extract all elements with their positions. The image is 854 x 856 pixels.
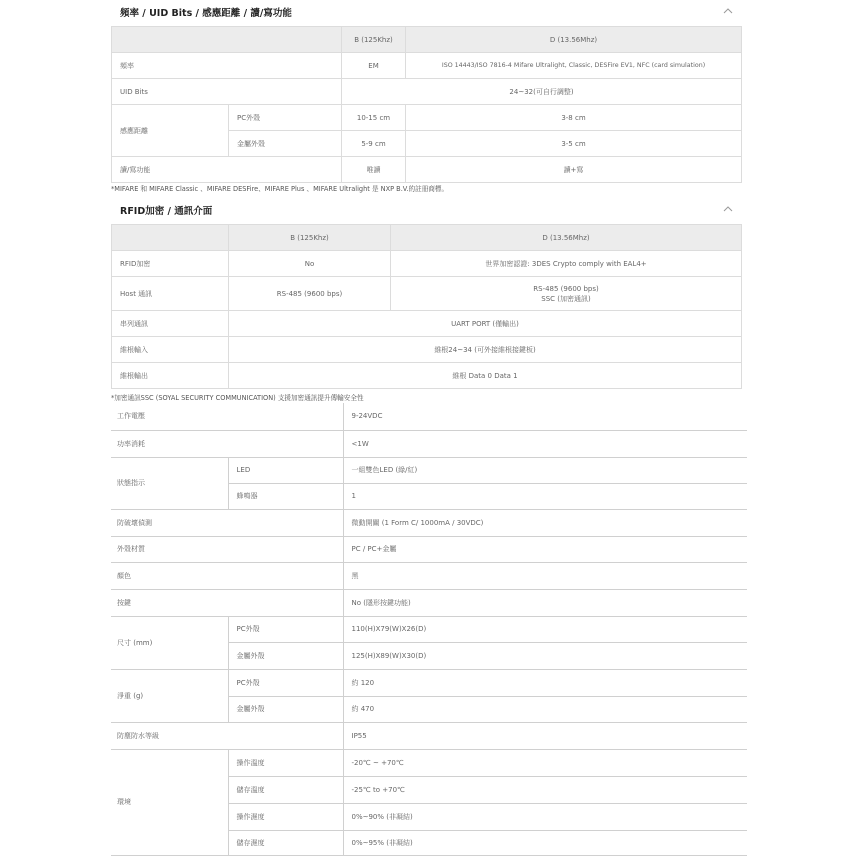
section-title-rfid: RFID加密 / 通訊介面 <box>120 206 213 217</box>
spec-label-power: 功率消耗 <box>111 430 343 457</box>
spec-value-buzzer: 1 <box>343 483 747 509</box>
section-header-rfid[interactable] <box>120 203 740 221</box>
row-label-host: Host 通訊 <box>112 277 229 311</box>
frequency-d: ISO 14443/ISO 7816-4 Mifare Ultralight, Classic, DESFire EV1, NFC (card simulation) <box>406 53 742 79</box>
spec-value-material: PC / PC+金屬 <box>343 536 747 562</box>
chevron-up-icon[interactable] <box>722 204 734 214</box>
rfid-b: No <box>229 251 391 277</box>
host-b: RS-485 (9600 bps) <box>229 277 391 311</box>
range-pc-b: 10-15 cm <box>342 105 406 131</box>
spec-sub-st-hum: 儲存濕度 <box>228 830 343 855</box>
spec-sub-size-metal: 金屬外殼 <box>228 642 343 669</box>
spec-value-size-metal: 125(H)X89(W)X30(D) <box>343 642 747 669</box>
col-header-b: B (125Khz) <box>342 27 406 53</box>
row-label-uid: UID Bits <box>112 79 342 105</box>
rfid-table <box>111 224 742 389</box>
col-header-d: D (13.56Mhz) <box>406 27 742 53</box>
range-pc-d: 3-8 cm <box>406 105 742 131</box>
row-label-wiegand-out: 維根輸出 <box>112 363 229 389</box>
spec-value-keys: No (隱形按鍵功能) <box>343 589 747 616</box>
spec-label-keys: 按鍵 <box>111 589 343 616</box>
rw-b: 唯讀 <box>342 157 406 183</box>
col-header-b: B (125Khz) <box>229 225 391 251</box>
range-pc-label: PC外殼 <box>229 105 342 131</box>
spec-label-color: 顏色 <box>111 562 343 589</box>
rw-d: 讀+寫 <box>406 157 742 183</box>
section-header-frequency[interactable] <box>120 5 740 23</box>
row-label-wiegand-in: 維根輸入 <box>112 337 229 363</box>
spec-label-env: 環境 <box>111 749 228 855</box>
frequency-b: EM <box>342 53 406 79</box>
range-metal-b: 5-9 cm <box>342 131 406 157</box>
spec-value-weight-metal: 約 470 <box>343 696 747 722</box>
spec-label-tamper: 防破壞偵測 <box>111 509 343 536</box>
wiegand-out-value: 維根 Data 0 Data 1 <box>229 363 742 389</box>
serial-value: UART PORT (僅輸出) <box>229 311 742 337</box>
section-title-frequency: 頻率 / UID Bits / 感應距離 / 讀/寫功能 <box>120 8 292 19</box>
row-label-frequency: 頻率 <box>112 53 342 79</box>
row-label-serial: 串列通訊 <box>112 311 229 337</box>
host-d-line2: SSC (加密通訊) <box>541 294 591 303</box>
spec-label-material: 外殼材質 <box>111 536 343 562</box>
spec-value-op-hum: 0%~90% (非凝結) <box>343 803 747 830</box>
frequency-table <box>111 26 742 183</box>
spec-label-voltage: 工作電壓 <box>111 403 343 430</box>
ssc-note: *加密通訊SSC (SOYAL SECURITY COMMUNICATION) 支援加密通訊提升傳輸安全性 <box>111 394 364 402</box>
host-d <box>391 277 742 311</box>
spec-sub-weight-metal: 金屬外殼 <box>228 696 343 722</box>
wiegand-in-value: 維根24~34 (可外接維根接鍵板) <box>229 337 742 363</box>
spec-sub-buzzer: 蜂鳴器 <box>228 483 343 509</box>
chevron-up-icon[interactable] <box>722 6 734 16</box>
uid-value: 24~32(可自行調整) <box>342 79 742 105</box>
spec-sub-st-temp: 儲存溫度 <box>228 776 343 803</box>
header-empty-cell <box>112 27 342 53</box>
spec-value-size-pc: 110(H)X79(W)X26(D) <box>343 616 747 642</box>
spec-label-status: 狀態指示 <box>111 457 228 509</box>
spec-value-led: 一組雙色LED (綠/紅) <box>343 457 747 483</box>
row-label-rw: 讀/寫功能 <box>112 157 342 183</box>
spec-value-power: <1W <box>343 430 747 457</box>
spec-sub-weight-pc: PC外殼 <box>228 669 343 696</box>
header-empty-cell <box>112 225 229 251</box>
range-metal-d: 3-5 cm <box>406 131 742 157</box>
spec-label-weight: 淨重 (g) <box>111 669 228 722</box>
spec-sub-size-pc: PC外殼 <box>228 616 343 642</box>
spec-sub-led: LED <box>228 457 343 483</box>
spec-value-st-temp: -25℃ to +70℃ <box>343 776 747 803</box>
spec-value-voltage: 9-24VDC <box>343 403 747 430</box>
spec-value-color: 黑 <box>343 562 747 589</box>
spec-table <box>111 403 747 856</box>
spec-label-ip: 防塵防水等級 <box>111 722 343 749</box>
spec-value-weight-pc: 約 120 <box>343 669 747 696</box>
spec-sub-op-temp: 操作溫度 <box>228 749 343 776</box>
spec-value-ip: IP55 <box>343 722 747 749</box>
spec-value-op-temp: -20℃ ~ +70℃ <box>343 749 747 776</box>
host-d-line1: RS-485 (9600 bps) <box>533 284 599 293</box>
col-header-d: D (13.56Mhz) <box>391 225 742 251</box>
spec-value-tamper: 微動開關 (1 Form C/ 1000mA / 30VDC) <box>343 509 747 536</box>
row-label-rfid: RFID加密 <box>112 251 229 277</box>
trademark-note: *MIFARE 和 MIFARE Classic 、MIFARE DESFire、MIFARE Plus 、MIFARE Ultralight 是 NXP B.V.的註冊商標。 <box>111 185 449 193</box>
rfid-d: 世界加密認證: 3DES Crypto comply with EAL4+ <box>391 251 742 277</box>
row-label-range: 感應距離 <box>112 105 229 157</box>
spec-sub-op-hum: 操作濕度 <box>228 803 343 830</box>
spec-value-st-hum: 0%~95% (非凝結) <box>343 830 747 855</box>
spec-label-size: 尺寸 (mm) <box>111 616 228 669</box>
range-metal-label: 金屬外殼 <box>229 131 342 157</box>
